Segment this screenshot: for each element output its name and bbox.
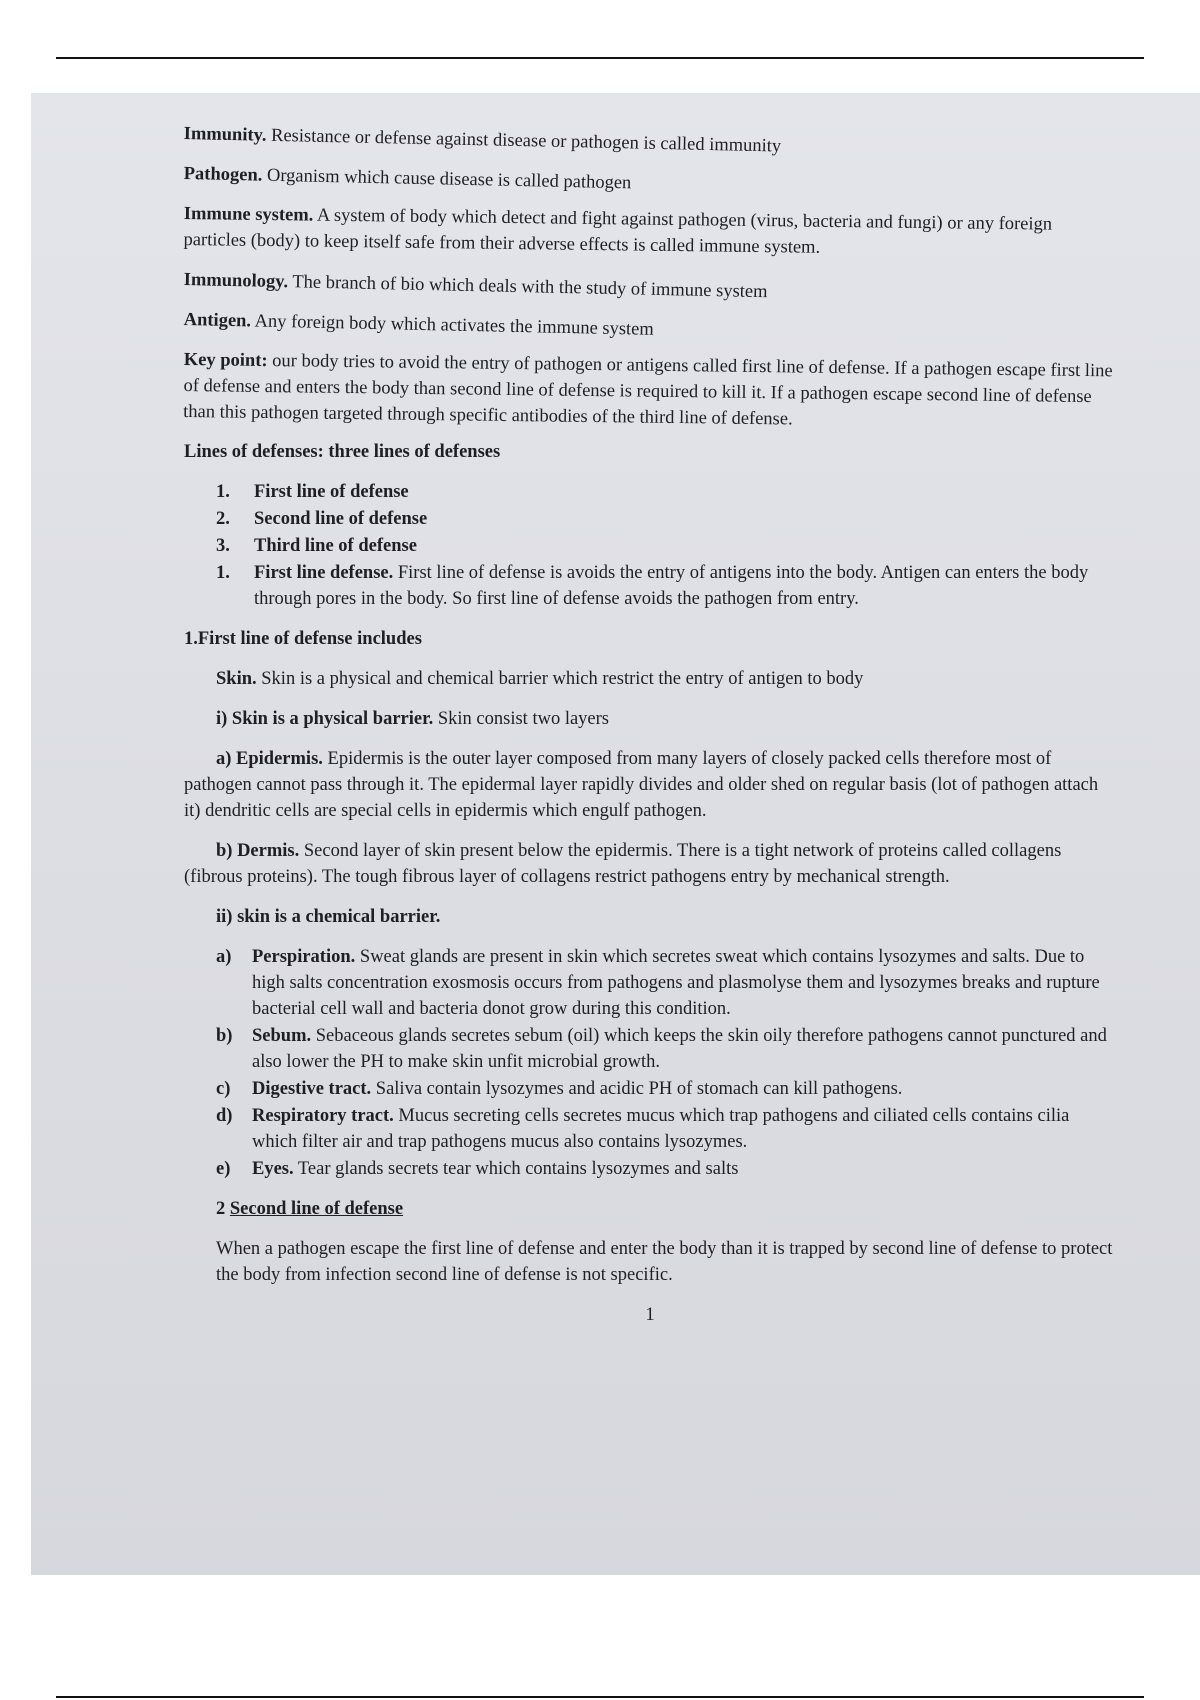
list-item (216, 1076, 1116, 1102)
list-item-number: a) (216, 947, 232, 967)
second-line-paragraph: When a pathogen escape the first line of defense and enter the body than it is trapped by second line of defense to protect the body from infection second line of defense is not specific. (216, 1239, 1113, 1285)
chemical-barrier-list (184, 944, 1116, 1182)
definition-pathogen (183, 161, 1115, 207)
list-item-number: 2. (216, 509, 230, 529)
list-item-term: Perspiration. (252, 947, 356, 967)
definition-immune-system (183, 201, 1116, 264)
list-item-title: Third line of defense (254, 536, 417, 556)
definition-immunity (183, 121, 1115, 167)
first-line-includes-heading: 1.First line of defense includes (184, 629, 422, 649)
second-line-heading (184, 1196, 1116, 1222)
list-item (216, 944, 1116, 1022)
list-item-number: c) (216, 1079, 231, 1099)
definition-immunology (183, 267, 1115, 313)
second-line-title: Second line of defense (229, 1199, 404, 1219)
definition-text: Organism which cause disease is called pathogen (262, 165, 632, 194)
list-item (216, 1156, 1116, 1182)
list-item-number: 1. (216, 482, 230, 502)
list-item-text: Mucus secreting cells secretes mucus which trap pathogens and ciliated cells contains cilia which filter air and trap pathogens mucus also contains lysozymes. (252, 1106, 1070, 1152)
epidermis-term: a) Epidermis. (216, 749, 323, 769)
definition-term: Immunity. (183, 123, 267, 146)
second-line-number: 2 (216, 1199, 226, 1219)
list-item-number: b) (216, 1026, 233, 1046)
page-number: 1 (645, 1305, 655, 1325)
document-body (184, 121, 1116, 1347)
skin-paragraph (184, 666, 1116, 692)
definition-antigen (183, 307, 1115, 353)
key-point-text: our body tries to avoid the entry of pathogen or antigens called first line of defense. If a pathogen escape first line of defense and enters the body than second line of defense is required to kill it. If a pathogen escape second line of defense than this pathogen targeted through specific antibodies of the third line of defense. (183, 351, 1113, 430)
definition-term: Pathogen. (183, 163, 263, 186)
list-item-term: Respiratory tract. (252, 1106, 394, 1126)
list-item-text: Sebaceous glands secretes sebum (oil) which keeps the skin oily therefore pathogens cannot punctured and also lower the PH to make skin unfit microbial growth. (252, 1026, 1107, 1072)
definition-text: A system of body which detect and fight against pathogen (virus, bacteria and fungi) or any foreign particles (body) to keep itself safe from their adverse effects is called immune system. (183, 205, 1053, 258)
list-item-text: Saliva contain lysozymes and acidic PH of stomach can kill pathogens. (371, 1079, 903, 1099)
list-item (184, 479, 1116, 505)
skin-term: Skin. (216, 669, 257, 689)
definition-term: Antigen. (183, 309, 252, 332)
chemical-barrier-heading: ii) skin is a chemical barrier. (216, 907, 441, 927)
physical-barrier-text: Skin consist two layers (433, 709, 609, 729)
epidermis-text: Epidermis is the outer layer composed from many layers of closely packed cells therefore most of pathogen cannot pass through it. The epidermal layer rapidly divides and older shed on regular basis (lot of pathogen attach it) dendritic cells are special cells in epidermis which engulf pathogen. (184, 749, 1099, 821)
list-item-text: First line of defense is avoids the entry of antigens into the body. Antigen can enters the body through pores in the body. So first line of defense avoids the pathogen from entry. (254, 563, 1089, 609)
dermis-text: Second layer of skin present below the epidermis. There is a tight network of proteins called collagens (fibrous proteins). The tough fibrous layer of collagens restrict pathogens entry by mechanical strength. (184, 841, 1062, 887)
list-item-number: 3. (216, 536, 230, 556)
list-item-text: Tear glands secrets tear which contains lysozymes and salts (293, 1159, 739, 1179)
bottom-rule (56, 1696, 1144, 1698)
key-point-term: Key point: (183, 349, 268, 372)
list-item-first-line-defense (184, 560, 1116, 612)
list-item-title: First line of defense (254, 482, 409, 502)
list-item-number: e) (216, 1159, 231, 1179)
list-item-number: 1. (216, 563, 230, 583)
list-item (216, 1103, 1116, 1155)
dermis-term: b) Dermis. (216, 841, 300, 861)
list-item-term: Digestive tract. (252, 1079, 372, 1099)
list-item-title: First line defense. (254, 563, 394, 583)
definition-term: Immunology. (183, 269, 289, 293)
list-item-number: d) (216, 1106, 233, 1126)
definition-text: Resistance or defense against disease or pathogen is called immunity (266, 125, 782, 157)
list-item-term: Eyes. (252, 1159, 294, 1179)
list-item-term: Sebum. (252, 1026, 312, 1046)
key-point-paragraph (183, 347, 1116, 436)
list-item-text: Sweat glands are present in skin which secretes sweat which contains lysozymes and salts. Due to high salts concentration exosmosis occurs from pathogens and plasmolyse them and lysozymes breaks and rupture bacterial cell wall and bacteria donot grow during this condition. (252, 947, 1100, 1019)
list-item (216, 1023, 1116, 1075)
lines-of-defense-list (184, 479, 1116, 612)
definition-text: The branch of bio which deals with the study of immune system (287, 272, 768, 303)
list-item (184, 533, 1116, 559)
scanned-page-photo (31, 93, 1200, 1575)
dermis-paragraph (184, 838, 1116, 890)
physical-barrier-paragraph (184, 706, 1116, 732)
skin-text: Skin is a physical and chemical barrier which restrict the entry of antigen to body (256, 669, 864, 689)
top-rule (56, 57, 1144, 59)
definition-term: Immune system. (183, 203, 314, 226)
lines-of-defense-heading: Lines of defenses: three lines of defenses (184, 442, 501, 462)
list-item-title: Second line of defense (254, 509, 428, 529)
physical-barrier-term: i) Skin is a physical barrier. (216, 709, 434, 729)
epidermis-paragraph (184, 746, 1116, 824)
list-item (184, 506, 1116, 532)
definition-text: Any foreign body which activates the immune system (250, 311, 654, 340)
